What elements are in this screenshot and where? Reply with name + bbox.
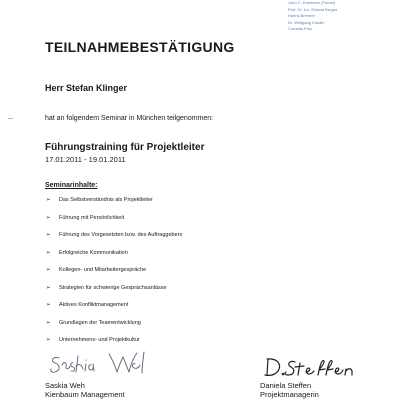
document-title: TEILNAHMEBESTÄTIGUNG — [45, 39, 235, 55]
topic-label: Führung mit Persönlichkeit — [59, 214, 125, 221]
signer-left-role: Kienbaum Management — [45, 390, 125, 399]
topic-label: Führung des Vorgesetzten bzw. des Auftraggebers — [59, 232, 183, 238]
letterhead-name: John C. Kronkmm (Forum) — [288, 0, 336, 5]
course-title: Führungstraining für Projektleiter — [45, 142, 205, 153]
contents-heading: Seminarinhalte: — [45, 182, 98, 189]
signer-right-role: Projektmanagerin — [260, 390, 319, 399]
letterhead-name: Prof. Dr. h.c. Roland Berger — [288, 6, 338, 12]
signature-left — [47, 350, 157, 380]
topic-label: Das Selbstverständnis als Projektleiter — [59, 197, 153, 203]
topic-label: Unternehmens- und Projektkultur — [59, 337, 140, 343]
fold-mark — [8, 118, 13, 119]
arrow-icon: ➢ — [46, 284, 51, 291]
arrow-icon: ➢ — [46, 197, 51, 203]
letterhead-names — [288, 0, 337, 33]
arrow-icon: ➢ — [46, 214, 51, 221]
course-date: 17.01.2011 - 19.01.2011 — [45, 155, 126, 164]
signer-left-name: Saskia Weh — [45, 381, 85, 390]
arrow-icon: ➢ — [46, 319, 51, 326]
topic-label: Aktives Konfliktmanagement — [59, 302, 129, 308]
letterhead-name: Hanns Brenner — [288, 13, 315, 18]
topic-label: Kollegen- und Mitarbeitergespräche — [59, 267, 147, 273]
arrow-icon: ➢ — [46, 232, 51, 238]
intro-text: hat an folgendem Seminar in München teilgenommen: — [45, 115, 214, 122]
letterhead-name: Cornelia Frey — [288, 26, 313, 31]
arrow-icon: ➢ — [46, 337, 51, 343]
topic-label: Strategien für schwierige Gesprächsanlässe — [59, 284, 167, 291]
letterhead-name: Dr. Wolfgang Kissler — [288, 19, 325, 25]
signer-right-name: Daniela Steffen — [260, 381, 312, 390]
arrow-icon: ➢ — [46, 249, 51, 256]
arrow-icon: ➢ — [46, 302, 51, 308]
topic-label: Grundlagen der Teamentwicklung — [59, 319, 141, 326]
arrow-icon: ➢ — [46, 267, 51, 273]
topic-label: Erfolgreiche Kommunikation — [59, 249, 128, 256]
participant-name: Herr Stefan Klinger — [45, 83, 128, 93]
signature-right — [262, 355, 362, 381]
